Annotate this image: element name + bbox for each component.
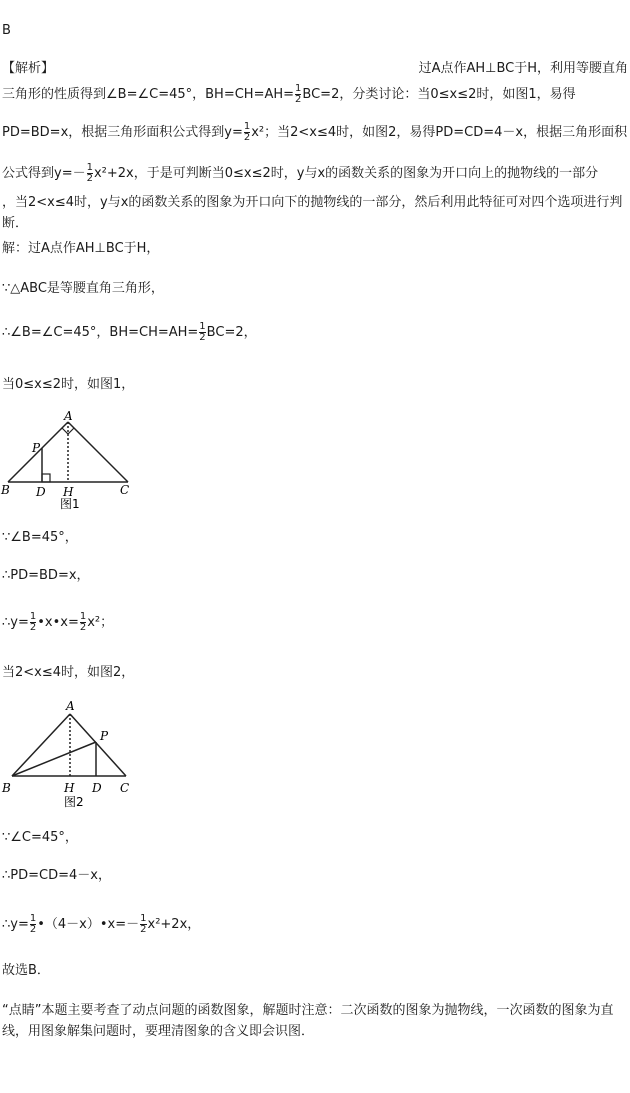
figure-1-diagram (0, 408, 140, 512)
fraction-half: $\frac{1}{2}$ (295, 83, 302, 105)
analysis-tag: 【解析】 (2, 61, 55, 76)
fraction-half: $\frac{1}{2}$ (199, 321, 206, 343)
solution-step-2: ∵△ABC是等腰直角三角形， (2, 281, 164, 296)
solution-step-11: ∴y= $\frac{1}{2}$ •（4－x）•x=－ $\frac{1}{2}$ x²+2x， (2, 913, 201, 935)
solution-step-9: ∵∠C=45°， (2, 830, 78, 845)
point-h-label: H (63, 485, 74, 499)
point-d-label: D (92, 781, 102, 795)
solution-step-4: 当0≤x≤2时，如图1， (2, 377, 135, 392)
figure-1-caption: 图1 (60, 497, 80, 511)
point-c-label: C (120, 781, 130, 795)
expert-comment: “点睛”本题主要考查了动点问题的函数图象，解题时注意：二次函数的图象为抛物线，一次函数的图象为直线，用图象解集问题时，要理清图象的含义即会识图． (2, 1003, 614, 1039)
segment-ac (70, 714, 126, 776)
point-c-label: C (120, 483, 130, 497)
point-b-label: B (1, 483, 10, 497)
solution-step-6: ∴PD=BD=x， (2, 568, 90, 583)
solution-step-10: ∴PD=CD=4－x， (2, 868, 111, 883)
solution-step-7: ∴y= $\frac{1}{2}$ •x•x= $\frac{1}{2}$ x²； (2, 611, 114, 633)
segment-ab (12, 714, 70, 776)
analysis-line-3: PD=BD=x，根据三角形面积公式得到y= $\frac{1}{2}$ x²；当2<x≤4时，如图2，易得PD=CD=4－x，根据三角形面积 (2, 121, 628, 143)
segment-ac (68, 422, 128, 482)
point-a-label: A (64, 409, 73, 423)
figure-2-caption: 图2 (64, 795, 84, 808)
fraction-half: $\frac{1}{2}$ (29, 611, 37, 633)
solution-step-8: 当2<x≤4时，如图2， (2, 665, 135, 680)
point-a-label: A (66, 699, 75, 713)
fraction-half: $\frac{1}{2}$ (86, 162, 93, 184)
fraction-half: $\frac{1}{2}$ (29, 913, 37, 935)
solution-conclusion: 故选B． (2, 963, 50, 978)
solution-step-1: 解：过A点作AH⊥BC于H， (2, 241, 160, 256)
fraction-half: $\frac{1}{2}$ (79, 611, 87, 633)
fraction-half: $\frac{1}{2}$ (243, 121, 251, 143)
point-h-label: H (64, 781, 75, 795)
fraction-half: $\frac{1}{2}$ (140, 913, 147, 935)
point-d-label: D (36, 485, 46, 499)
figure-2-diagram (0, 696, 140, 808)
right-angle-mark (42, 474, 50, 482)
answer-letter: B (2, 23, 11, 38)
point-p-label: P (32, 441, 41, 455)
point-p-label: P (100, 729, 109, 743)
analysis-line-4: 公式得到y=－ $\frac{1}{2}$ x²+2x，于是可判断当0≤x≤2时，y与x的函数关系的图象为开口向上的抛物线的一部分 (2, 162, 599, 184)
solution-step-3: ∴∠B=∠C=45°，BH=CH=AH= $\frac{1}{2}$ BC=2， (2, 321, 257, 343)
point-b-label: B (2, 781, 11, 795)
solution-step-5: ∵∠B=45°， (2, 530, 78, 545)
analysis-line-5: ，当2<x≤4时，y与x的函数关系的图象为开口向下的抛物线的一部分，然后利用此特征可对四个选项进行判断． (2, 195, 623, 231)
analysis-line-2: 三角形的性质得到∠B=∠C=45°，BH=CH=AH= $\frac{1}{2}$ BC=2，分类讨论：当0≤x≤2时，如图1，易得 (2, 83, 576, 105)
segment-bp (12, 742, 96, 776)
analysis-first-line: 过A点作AH⊥BC于H，利用等腰直角 (418, 61, 628, 76)
